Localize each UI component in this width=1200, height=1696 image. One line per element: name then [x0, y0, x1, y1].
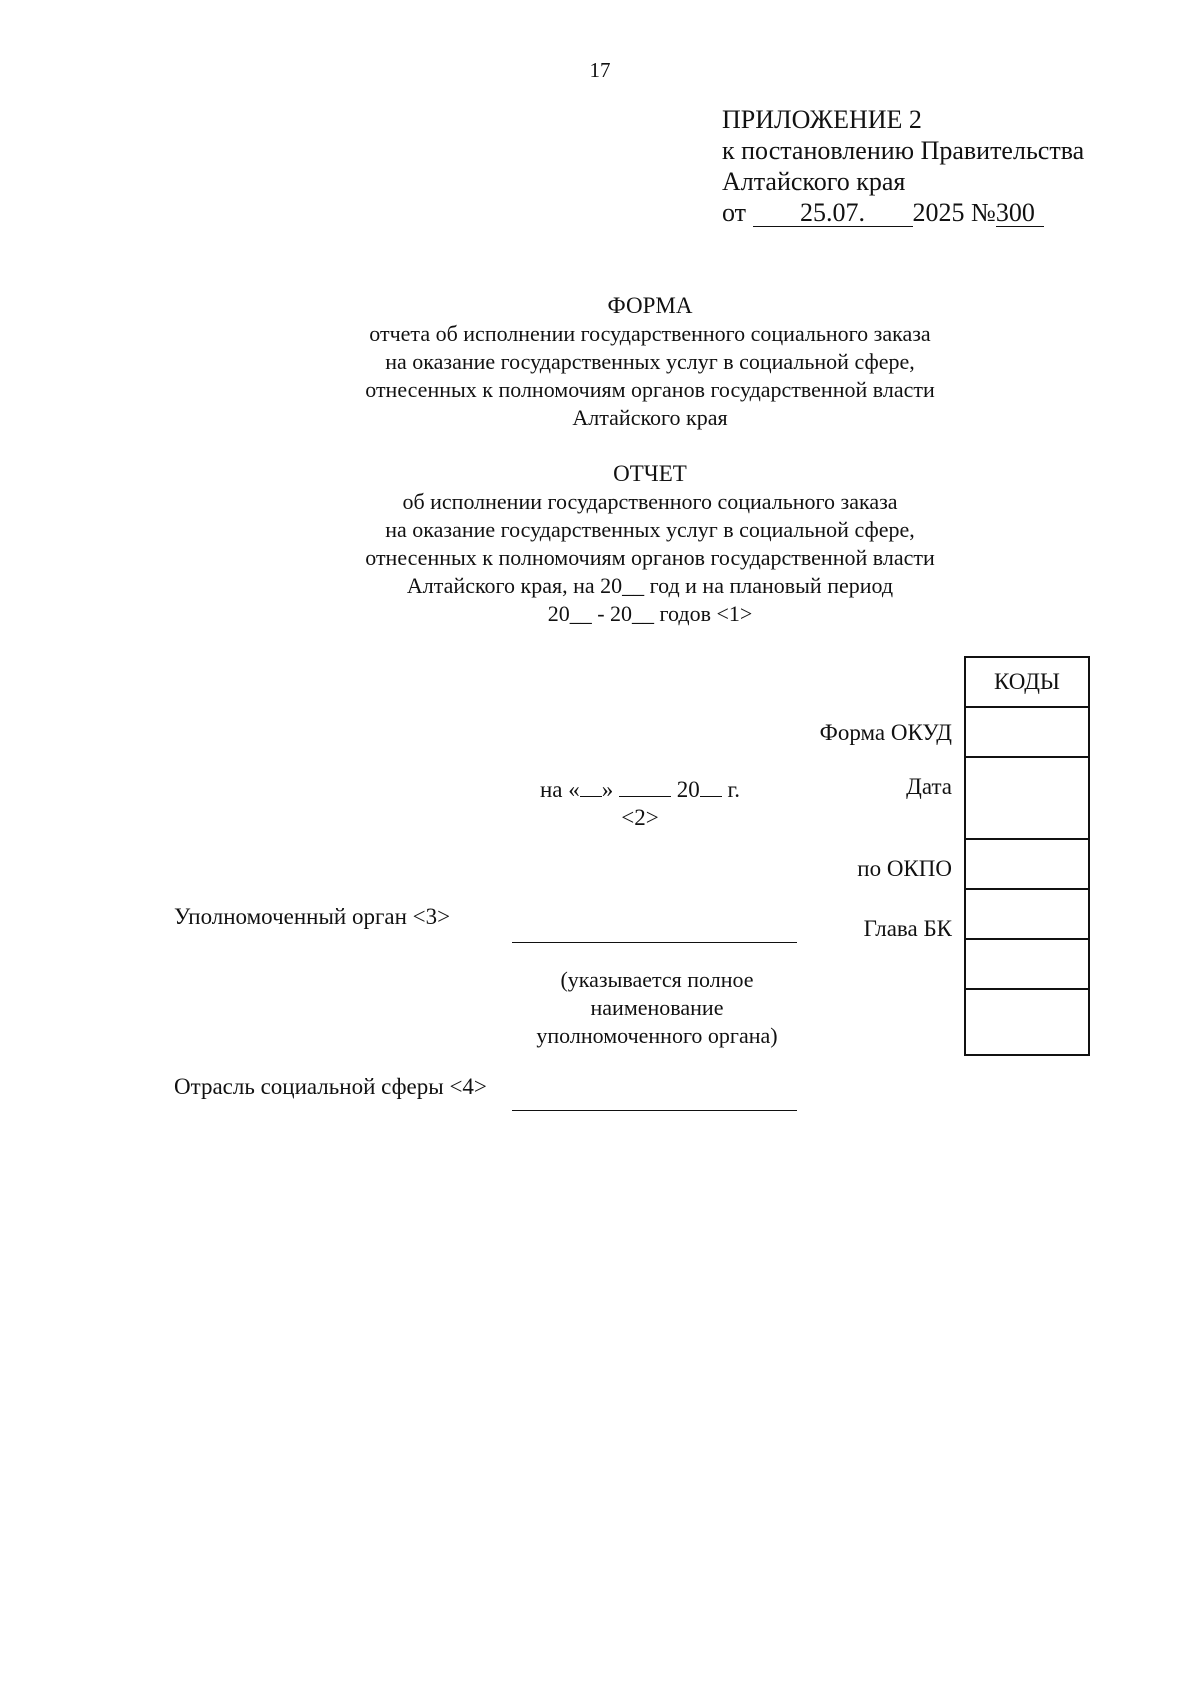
- year-blank[interactable]: [700, 778, 722, 797]
- appendix-date-value: 25.07.: [753, 200, 913, 227]
- date-mid: »: [601, 777, 614, 802]
- report-title-line: Алтайского края, на 20__ год и на плановый период: [406, 573, 894, 598]
- authority-hint-line: наименование: [590, 995, 724, 1020]
- authority-label: Уполномоченный орган <3>: [174, 904, 451, 929]
- report-title-line: на оказание государственных услуг в социальной сфере,: [385, 517, 915, 542]
- date-prefix: на «: [539, 777, 580, 802]
- appendix-year: 2025 №: [912, 198, 996, 227]
- page-number: 17: [589, 58, 611, 82]
- report-title-block: [250, 460, 1050, 628]
- report-date: [520, 776, 760, 804]
- form-title-line: отнесенных к полномочиям органов государственной власти: [365, 377, 935, 402]
- authority-hint: [512, 966, 802, 1050]
- appendix-line-3: Алтайского края: [722, 167, 906, 196]
- code-cell-extra[interactable]: [965, 989, 1089, 1055]
- code-cell-okud[interactable]: [965, 707, 1089, 757]
- code-cell-okpo[interactable]: [965, 839, 1089, 889]
- appendix-line-2: к постановлению Правительства: [722, 136, 1085, 165]
- report-date-line: [520, 776, 760, 832]
- code-cell-extra[interactable]: [965, 939, 1089, 989]
- date-note: <2>: [621, 805, 659, 830]
- report-title-line: отнесенных к полномочиям органов государственной власти: [365, 545, 935, 570]
- date-year-prefix: 20: [676, 777, 700, 802]
- authority-hint-line: уполномоченного органа): [536, 1023, 778, 1048]
- appendix-date-line: [722, 197, 1084, 228]
- label-bk: Глава БК: [863, 916, 952, 941]
- authority-input-line[interactable]: [512, 940, 797, 943]
- label-okpo: по ОКПО: [857, 856, 952, 881]
- code-cell-date[interactable]: [965, 757, 1089, 839]
- authority-hint-line: (указывается полное: [560, 967, 754, 992]
- form-title-line: отчета об исполнении государственного социального заказа: [369, 321, 931, 346]
- label-date: Дата: [906, 774, 952, 799]
- date-suffix: г.: [727, 777, 741, 802]
- label-okud: Форма ОКУД: [819, 720, 952, 745]
- sector-input-line[interactable]: [512, 1108, 797, 1111]
- day-blank[interactable]: [580, 778, 602, 797]
- form-heading: ФОРМА: [607, 293, 693, 318]
- code-cell-bk[interactable]: [965, 889, 1089, 939]
- appendix-title: ПРИЛОЖЕНИЕ 2: [722, 105, 922, 134]
- form-title-block: [250, 292, 1050, 432]
- appendix-header: [722, 104, 1084, 228]
- appendix-number: 300: [996, 200, 1044, 227]
- codes-header: КОДЫ: [965, 657, 1089, 707]
- form-title-line: на оказание государственных услуг в социальной сфере,: [385, 349, 915, 374]
- sector-label: Отрасль социальной сферы <4>: [174, 1074, 487, 1099]
- report-heading: ОТЧЕТ: [613, 461, 687, 486]
- appendix-date-prefix: от: [722, 198, 747, 227]
- report-title-line: 20__ - 20__ годов <1>: [547, 601, 753, 626]
- form-title-line: Алтайского края: [572, 405, 728, 430]
- report-title-line: об исполнении государственного социального заказа: [402, 489, 898, 514]
- month-blank[interactable]: [619, 778, 671, 797]
- codes-table: [964, 656, 1090, 1056]
